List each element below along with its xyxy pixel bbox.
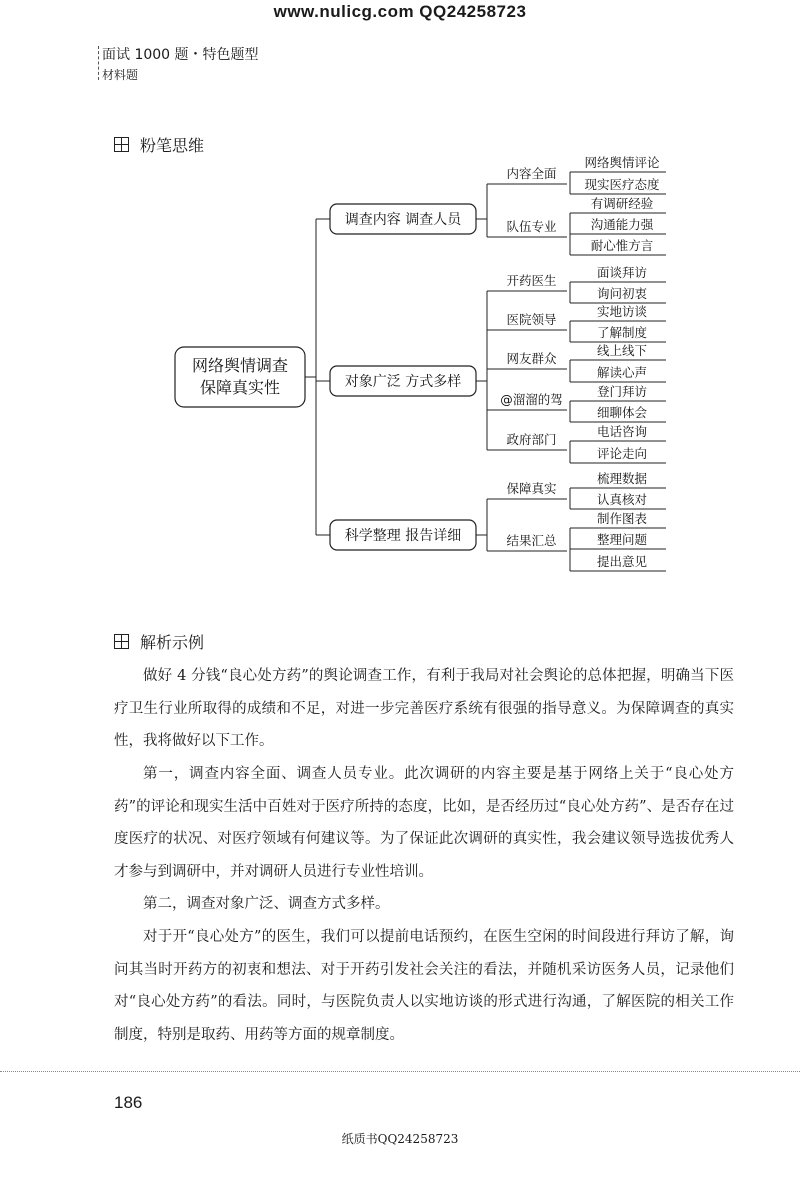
paragraph-intro: 做好 4 分钱“良心处方药”的舆论调查工作，有利于我局对社会舆论的总体把握，明确当下医疗卫生行业所取得的成绩和不足，对进一步完善医疗系统有很强的指导意义。为保障调查的真实性，我将做好以下工作。 [114, 668, 734, 749]
leaf-label: 询问初衷 [596, 286, 648, 301]
group-label: 结果汇总 [506, 533, 557, 548]
group-label: 开药医生 [506, 273, 557, 288]
branch-node-text: 调查内容 调查人员 [344, 212, 462, 228]
mindmap-heading: 粉笔思维 [140, 136, 205, 155]
leaf-label: 认真核对 [596, 492, 648, 507]
paragraph-doctor-interview: 对于开“良心处方”的医生，我们可以提前电话预约，在医生空闲的时间段进行拜访了解，询问其当时开药方的初衷和想法、对于开药引发社会关注的看法，并随机采访医务人员，记录他们对“良心处方药”的看法。同时，与医院负责人以实地访谈的形式进行沟通，了解医院的相关工作制度，特别是取药、用药等方面的规章制度。 [114, 929, 734, 1043]
leaf-label: 线上线下 [596, 343, 648, 358]
leaf-label: 整理问题 [596, 532, 648, 547]
group-label: 政府部门 [506, 432, 557, 447]
leaf-label: 耐心惟方言 [590, 238, 654, 253]
branch-node-text: 对象广泛 方式多样 [344, 374, 462, 390]
leaf-label: 电话咨询 [596, 424, 648, 439]
section-label: 材料题 [102, 68, 139, 82]
leaf-label: 解读心声 [596, 365, 648, 380]
root-node-text: 保障真实性 [199, 378, 281, 397]
paragraph-first-point: 第一，调查内容全面、调查人员专业。此次调研的内容主要是基于网络上关于“良心处方药”的评论和现实生活中百姓对于医疗所持的态度，比如，是否经历过“良心处方药”、是否存在过度医疗的状况、对医疗领域有何建议等。为了保证此次调研的真实性，我会建议领导选拔优秀人才参与到调研中，并对调研人员进行专业性培训。 [114, 766, 734, 880]
group-label: 队伍专业 [506, 219, 557, 234]
group-label: 医院领导 [506, 312, 557, 327]
leaf-label: 沟通能力强 [590, 217, 654, 232]
root-node-text: 网络舆情调查 [191, 356, 289, 375]
leaf-label: 实地访谈 [596, 304, 648, 319]
branch-node-text: 科学整理 报告详细 [344, 528, 462, 544]
leaf-label: 评论走向 [596, 446, 648, 461]
leaf-label: 细聊体会 [596, 405, 648, 420]
watermark-top: www.nulicg.com QQ24258723 [273, 2, 527, 21]
leaf-label: 梳理数据 [596, 471, 648, 486]
book-title: 面试 1000 题・特色题型 [102, 47, 259, 63]
footer-divider [0, 1071, 800, 1072]
group-label: 网友群众 [506, 351, 557, 366]
leaf-label: 制作图表 [596, 511, 648, 526]
group-label: 内容全面 [506, 166, 557, 181]
paragraph-second-point: 第二，调查对象广泛、调查方式多样。 [143, 896, 390, 912]
leaf-label: 提出意见 [596, 554, 648, 569]
group-label: 保障真实 [506, 481, 557, 496]
leaf-label: 面谈拜访 [596, 265, 648, 280]
leaf-label: 网络舆情评论 [584, 155, 660, 170]
leaf-label: 登门拜访 [596, 384, 648, 399]
leaf-label: 有调研经验 [590, 196, 654, 211]
section-grid-icon [114, 634, 129, 649]
leaf-label: 现实医疗态度 [584, 177, 660, 192]
group-label: @溜溜的驾 [500, 392, 563, 407]
watermark-bottom: 纸质书QQ24258723 [341, 1132, 459, 1146]
page-number: 186 [114, 1093, 143, 1112]
leaf-label: 了解制度 [596, 325, 648, 340]
analysis-heading: 解析示例 [140, 633, 205, 652]
